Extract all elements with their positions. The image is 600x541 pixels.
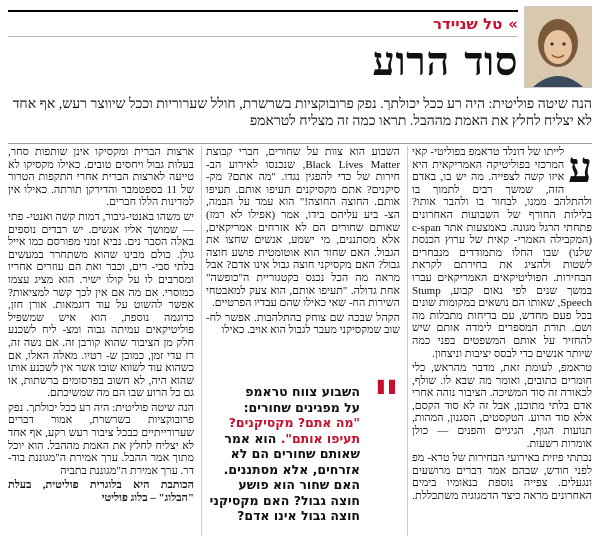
- paragraph: הנה שיטה פוליטית: היה רע ככל יכולתך. נפק פרובוקציות בשרשרת, אמור דברים שערורייתיים כבכל ציבור רעש רקע, אף אחד לא יצליח לחלץ את האמת מההבל. הוא יוכל מתוך אמר ההבל. ערך אמירת ה"מגוננת בוד- דר. ערך אמירת ה"מגוננת בתביה: [8, 401, 194, 477]
- paragraph: לייתו של דונלד טראמפ בפוליטי- קאי המרכזי בפוליטיקה האמריקאית היא איזו קשה לצפייה. מה יש בו, באדם הזה, שמשך רבים לתמוך בו ולהתלהב ממנו, לבחור בו ולהבר אותו? בלילות החורף של השבועות האחרונים פתחתי הרגל מגונה. באמצעות אתר c-span (המקבילה האמרי- קאית של ערוץ הכנסת שלנו) שבו החלו מתמודדים מנבחרים לשטות ולהציג את בחירתם לקראת הבחירות. הפוליטיקאים האמריקאים עברו במשך שנים לפי נאום קבוע, Stump Speech, שאותו הם נושאים במקומות שונים בכל פעם מחדש, עם בדיחות מתבלות מה ושם. תורת המספרים לימדה אותם שיש להחזיר על אותם המשפטים בפני כמה שיותר אנשים כדי לבסס יציבות וניצחון.: [412, 146, 592, 360]
- pull-quote: [206, 370, 400, 536]
- pull-quote-quoted: "מה אתם? מקסיקנים? תעיפו אותם".: [228, 415, 360, 446]
- paragraph: הקהל שבכה שם צוחק בהתלהבות. אפשר לח- שוב שמקסיקני מעבר לגבול הוא אויב. כאילו: [206, 311, 400, 337]
- subheadline: הנה שיטה פוליטית: היה רע ככל יכולתך. נפק פרובוקציות בשרשרת, חולל שערוריות וככל שיווצר רעש, אף אחד לא יצליח לחלץ את האמת מההבל. תראו כמה זה מצליח לטראמפ: [8, 96, 592, 144]
- column-3: [8, 146, 194, 538]
- pull-quote-line: על מפגינים שחורים:: [243, 399, 360, 415]
- pull-quote-rest: הוא אמר שאותם שחורים הם לא אזרחים, אלא מסתננים. האם שחור הוא פושע חוצה גבול? האם מקסיקני חוצה גבול אינו אדם?: [209, 430, 360, 523]
- drop-cap: ע: [568, 146, 592, 192]
- column-1: [412, 146, 592, 538]
- paragraph: השבוע הוא צוות על שחורים, חברי קבוצת Black Lives Matter, שנכנסו לאירוע הב- חירות של כדי להפגין נגדו. "מה אתם? מק- סיקנים? אתם מקסיקנים תעיפו אותם. תעיפו אותם. החוצה החוצה!" הוא עמד על הבמה, הצ- ביע עליהם בידו, אמר (אפילו לא רמז) שאותם שחורים הם לא אזרחים אמריקאים, אלא מסתננים, מי ישמע, אנשים שחצו את הגבול. האם שחור הוא אוטומטית פושע חוצה גבול? האם מקסיקני חוצה גבול אינו אדם? אבל מראה מה הכל נכנס בקטגוריית ה"כופשה" אחת גדולה. "תעיפו אותם, הוא צעק למאבטחי השירות הח- שאי כאילו שהם עבדיו הפרטיים.: [206, 146, 400, 310]
- author-photo: [524, 6, 592, 88]
- column-divider: [201, 146, 202, 536]
- paragraph: ארצות הברית ומקסיקו אינן שותפות סחר, בעלות גבול ויחסים טובים. כאילו מקסיקו לא טייעה לארצות הברית אחרי התקפות הטרור של 11 בספטמבר והדירקן תורתה. כאילו אין למדינות הללו חברים.: [8, 146, 194, 209]
- author-name: טל שניידר: [432, 15, 503, 33]
- pull-quote-text: [206, 384, 360, 524]
- pull-quote-line: השבוע צווח טראמפ: [245, 384, 360, 399]
- double-chevron-icon: »: [508, 14, 518, 33]
- quote-mark-icon: ": [372, 370, 400, 431]
- column-divider: [407, 146, 408, 536]
- paragraph: טראמפ, לעומת זאת, מדבר מהראש, כלי חומרים כתובים, ואומר מה שבא לו. שולף, לכאורה זה סוד המשיכה. הציבור נוהה אחרי אדם בלתי מתוכנן, אבל זה לא סוד הקסם, אלא סוד הרוע. הטקסטים, הסגנון, המהות, תנועות הגוף, הגיגיים והפנים — כולן אומרות רשעות.: [412, 362, 592, 450]
- author-signature: הכותבת היא בלוגרית פוליטית, בעלת "הבלוג" – בלוג פוליטי: [8, 479, 194, 505]
- headline: סוד הרוע: [372, 38, 518, 85]
- author-portrait-icon: [525, 7, 591, 87]
- paragraph: נכתתי פיזית באירועי הבחירות של טרא- מפ לפני חודש, שבהם אמר דברים מרושעים ונגעלים. צפייה נוספת בנאומיו בימים האחרונים מראה כיצד הדמגוגיה משתכללת.: [412, 452, 592, 503]
- author-byline: [8, 10, 518, 37]
- paragraph: יש משהו באנטי-גיבור, דמות קשה ואנטי- פתי — שמושך אליו אנשים. יש רבדים נוספים באלה הסבר נים. נביא זמני מפורסם כמו אייל גולן. כולם מבינו שהוא משתחרר במעשים בלתי סבי- רים, וכבר ואת הם עוזרים אחריו ומסרבים לו על קולו ישיר. הוא מציג עצמו כמוסרי. אם מה אם אין לכך קשר למציאות? אפשר להשוט על עוד דוגמאות. אורן חזן, כדוגמה נוספת, הוא איש שמשפיל פוליטיקאים עמיתה גבוה ומצ- ליח לשכנע חלק מן הציבור שהוא קורבן זה. אם נשה זה, רז עדי זמן, כמובן ש- רטיו. מאלה האלו, אם כשהוא עוד לשווא שובו אשר אין לשכנע אותו שהוא היה, לא חשוב בפרסומים ברשתות, או גם כל הרוע שבו הם מה שמשיכתם.: [8, 210, 194, 400]
- column-2: [206, 146, 400, 374]
